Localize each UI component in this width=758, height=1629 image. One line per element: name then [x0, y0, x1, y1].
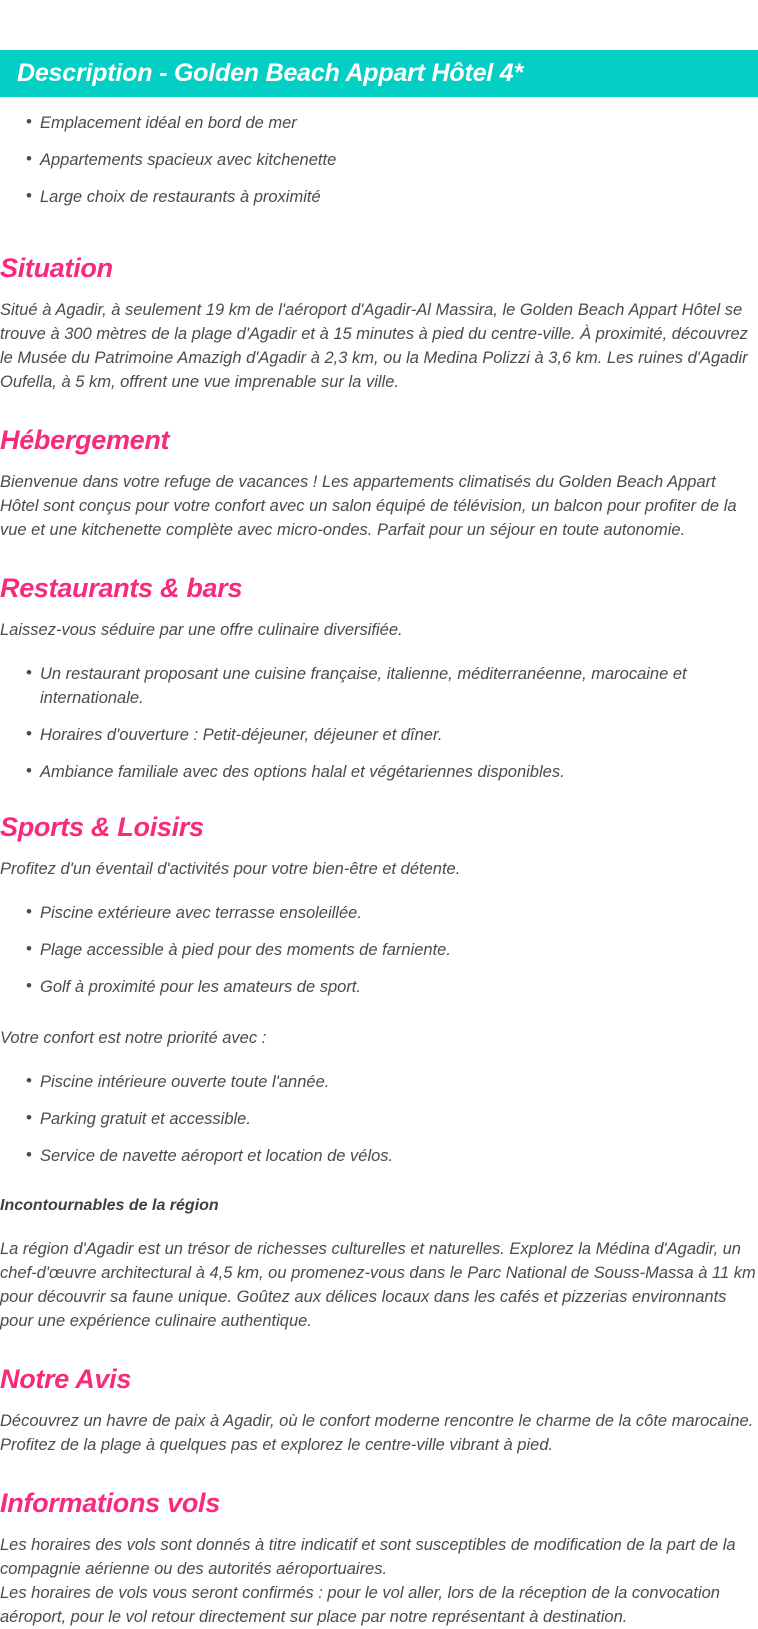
list-item — [0, 760, 758, 784]
list-item — [0, 1107, 758, 1131]
spacer — [0, 456, 758, 470]
list-item-text: Horaires d'ouverture : Petit-déjeuner, déjeuner et dîner. — [40, 726, 443, 744]
section-paragraph-vols-1: Les horaires des vols sont donnés à titre indicatif et sont susceptibles de modification de la part de la compagnie aérienne ou des autorités aéroportuaires. — [0, 1536, 736, 1578]
section-paragraph-vols-2: Les horaires de vols vous seront confirmés : pour le vol aller, lors de la réception de la convocation aéroport, pour le vol retour directement sur place par notre représentant à destination. — [0, 1584, 720, 1626]
section-paragraph-situation: Situé à Agadir, à seulement 19 km de l'aéroport d'Agadir-Al Massira, le Golden Beach Appart Hôtel se trouve à 300 mètres de la plage d'Agadir et à 15 minutes à pied du centre-ville. À proximité, découvrez le Musée du Patrimoine Amazigh d'Agadir à 2,3 km, ou la Medina Polizzi à 3,6 km. Les ruines d'Agadir Oufella, à 5 km, offrent une vue imprenable sur la ville. — [0, 301, 748, 391]
list-item — [0, 148, 758, 172]
list-item-text: Piscine intérieure ouverte toute l'année. — [40, 1073, 330, 1091]
list-item — [0, 723, 758, 747]
section-heading-sports: Sports & Loisirs — [0, 812, 204, 842]
spacer — [0, 542, 758, 572]
description-content — [0, 111, 758, 1629]
section-paragraph-sports: Profitez d'un éventail d'activités pour votre bien-être et détente. — [0, 860, 461, 878]
spacer — [0, 1333, 758, 1363]
spacer — [0, 642, 758, 662]
list-item-text: Service de navette aéroport et location de vélos. — [40, 1147, 394, 1165]
list-item — [0, 938, 758, 962]
spacer — [0, 797, 758, 811]
comfort-bullet-list — [0, 1070, 758, 1168]
page-title-bar — [0, 50, 758, 97]
list-item-text: Golf à proximité pour les amateurs de sport. — [40, 978, 361, 996]
spacer — [0, 1395, 758, 1409]
spacer — [0, 604, 758, 618]
section-paragraph-hebergement: Bienvenue dans votre refuge de vacances ! Les appartements climatisés du Golden Beach Appart Hôtel sont conçus pour votre confort avec un salon équipé de télévision, un balcon pour profiter de la vue et une kitchenette complète avec micro-ondes. Parfait pour un séjour en toute autonomie. — [0, 473, 737, 539]
list-item-text: Plage accessible à pied pour des moments de farniente. — [40, 941, 451, 959]
list-item — [0, 662, 758, 710]
section-heading-vols: Informations vols — [0, 1488, 220, 1518]
subheading-incontournables: Incontournables de la région — [0, 1197, 219, 1214]
spacer — [0, 843, 758, 857]
list-item — [0, 111, 758, 135]
intro-bullet-list — [0, 111, 758, 209]
section-heading-hebergement: Hébergement — [0, 425, 170, 455]
section-paragraph-avis: Découvrez un havre de paix à Agadir, où le confort moderne rencontre le charme de la côte marocaine. Profitez de la plage à quelques pas et explorez le centre-ville vibrant à pied. — [0, 1412, 754, 1454]
list-item-text: Emplacement idéal en bord de mer — [40, 114, 297, 132]
section-heading-avis: Notre Avis — [0, 1364, 132, 1394]
list-item-text: Large choix de restaurants à proximité — [40, 188, 321, 206]
spacer — [0, 222, 758, 252]
spacer — [0, 284, 758, 298]
list-item-text: Parking gratuit et accessible. — [40, 1110, 251, 1128]
spacer — [0, 1519, 758, 1533]
top-spacer — [0, 0, 758, 50]
restaurants-bullet-list — [0, 662, 758, 784]
section-paragraph-region: La région d'Agadir est un trésor de richesses culturelles et naturelles. Explorez la Médina d'Agadir, un chef-d'œuvre architectural à 4,5 km, ou promenez-vous dans le Parc National de Souss-Massa à 11 km pour découvrir sa faune unique. Goûtez aux délices locaux dans les cafés et pizzerias environnants pour une expérience culinaire authentique. — [0, 1240, 756, 1330]
spacer — [0, 1050, 758, 1070]
list-item — [0, 185, 758, 209]
section-heading-situation: Situation — [0, 253, 113, 283]
list-item-text: Appartements spacieux avec kitchenette — [40, 151, 337, 169]
spacer — [0, 881, 758, 901]
list-item — [0, 1144, 758, 1168]
section-paragraph-restaurants: Laissez-vous séduire par une offre culinaire diversifiée. — [0, 621, 403, 639]
section-paragraph-comfort-intro: Votre confort est notre priorité avec : — [0, 1029, 267, 1047]
spacer — [0, 1457, 758, 1487]
page-title: Description - Golden Beach Appart Hôtel 4* — [17, 59, 524, 87]
spacer — [0, 1181, 758, 1195]
list-item — [0, 1070, 758, 1094]
spacer — [0, 1012, 758, 1026]
list-item — [0, 901, 758, 925]
list-item-text: Ambiance familiale avec des options halal et végétariennes disponibles. — [40, 763, 565, 781]
spacer — [0, 394, 758, 424]
list-item — [0, 975, 758, 999]
list-item-text: Un restaurant proposant une cuisine française, italienne, méditerranéenne, marocaine et internationale. — [40, 665, 687, 707]
list-item-text: Piscine extérieure avec terrasse ensoleillée. — [40, 904, 362, 922]
spacer — [0, 1217, 758, 1237]
section-heading-restaurants: Restaurants & bars — [0, 573, 243, 603]
sports-bullet-list — [0, 901, 758, 999]
